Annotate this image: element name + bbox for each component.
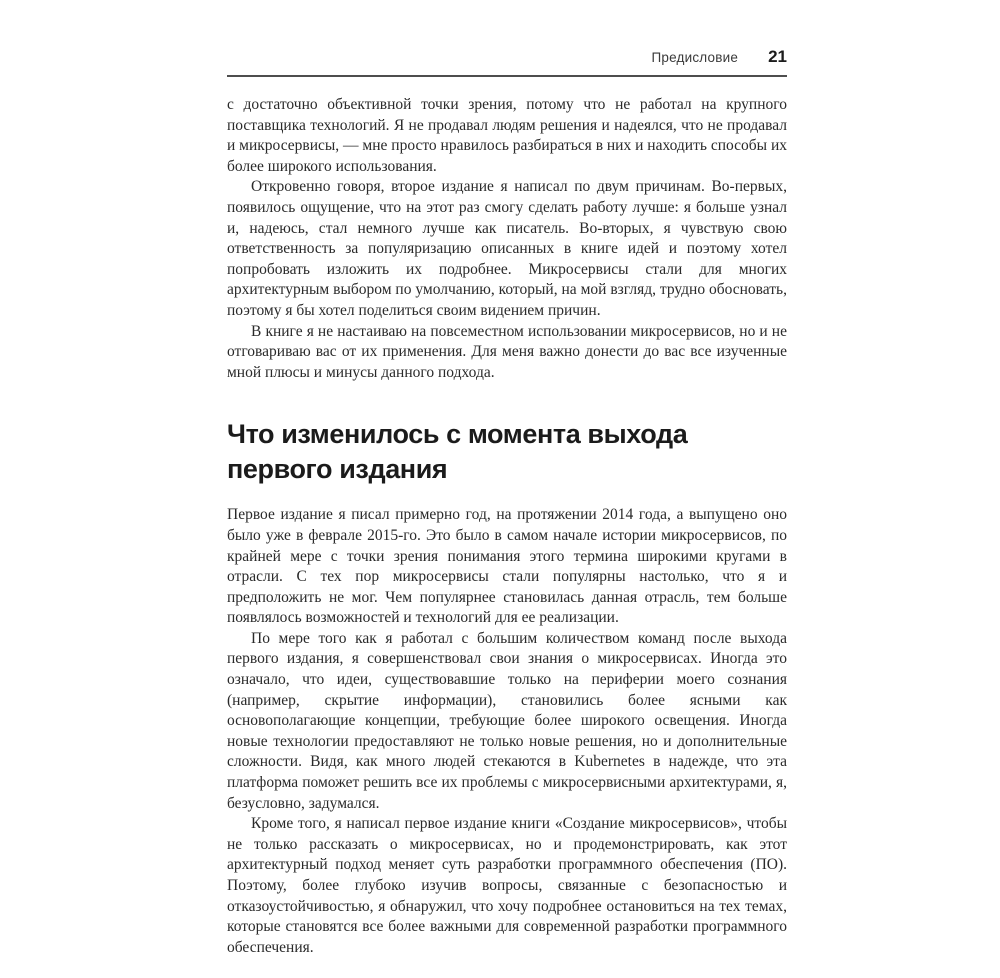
body-paragraph: В книге я не настаиваю на повсеместном использовании микросервисов, но и не отговариваю вас от их применения. Для меня важно донести до вас все изученные мной плюсы и минусы данного подхода. xyxy=(227,322,787,381)
page-header xyxy=(227,47,787,77)
body-text-block xyxy=(227,95,787,958)
page-number: 21 xyxy=(768,47,787,66)
body-paragraph: Первое издание я писал примерно год, на протяжении 2014 года, а выпущено оно было уже в феврале 2015-го. Это было в самом начале истории микросервисов, по крайней мере с точки зрения понимания этого термина широкими кругами в отрасли. С тех пор микросервисы стали популярны настолько, что я и предположить не мог. Чем популярнее становилась данная отрасль, тем больше появлялось возможностей и технологий для ее реализации. xyxy=(227,506,787,627)
page-content-column xyxy=(227,47,787,958)
body-paragraph: По мере того как я работал с большим количеством команд после выхода первого издания, я совершенствовал свои знания о микросервисах. Иногда это означало, что идеи, существовавшие только на периферии моего сознания (например, скрытие информации), становились более ясными как основополагающие концепции, требующие более широкого освещения. Иногда новые технологии предоставляют не только новые решения, но и дополнительные сложности. Видя, как много людей стекаются в Kubernetes в надежде, что эта платформа поможет решить все их проблемы с микросервисными архитектурами, я, безусловно, задумался. xyxy=(227,629,787,812)
body-paragraph: Откровенно говоря, второе издание я написал по двум причинам. Во-первых, появилось ощущение, что на этот раз смогу сделать работу лучше: я больше узнал и, надеюсь, стал немного лучше как писатель. Во-вторых, я чувствую свою ответственность за популяризацию описанных в книге идей и поэтому хотел попробовать изложить их подробнее. Микросервисы стали для многих архитектурным выбором по умолчанию, который, на мой взгляд, трудно обосновать, поэтому я бы хотел поделиться своим видением причин. xyxy=(227,178,787,319)
running-title: Предисловие xyxy=(651,50,739,65)
section-heading: Что изменилось с момента выхода первого издания xyxy=(227,419,688,485)
body-paragraph: Кроме того, я написал первое издание книги «Создание микросервисов», чтобы не только рассказать о микросервисах, но и продемонстрировать, как этот архитектурный подход меняет суть разработки программного обеспечения (ПО). Поэтому, более глубоко изучив вопросы, связанные с безопасностью и отказоустойчивостью, я обнаружил, что хочу подробнее остановиться на тех темах, которые становятся все более важными для современной разработки программного обеспечения. xyxy=(227,815,787,956)
body-paragraph: с достаточно объективной точки зрения, потому что не работал на крупного поставщика технологий. Я не продавал людям решения и надеялся, что не продавал и микросервисы, — мне просто нравилось разбираться в них и находить способы их более широкого использования. xyxy=(227,96,787,175)
